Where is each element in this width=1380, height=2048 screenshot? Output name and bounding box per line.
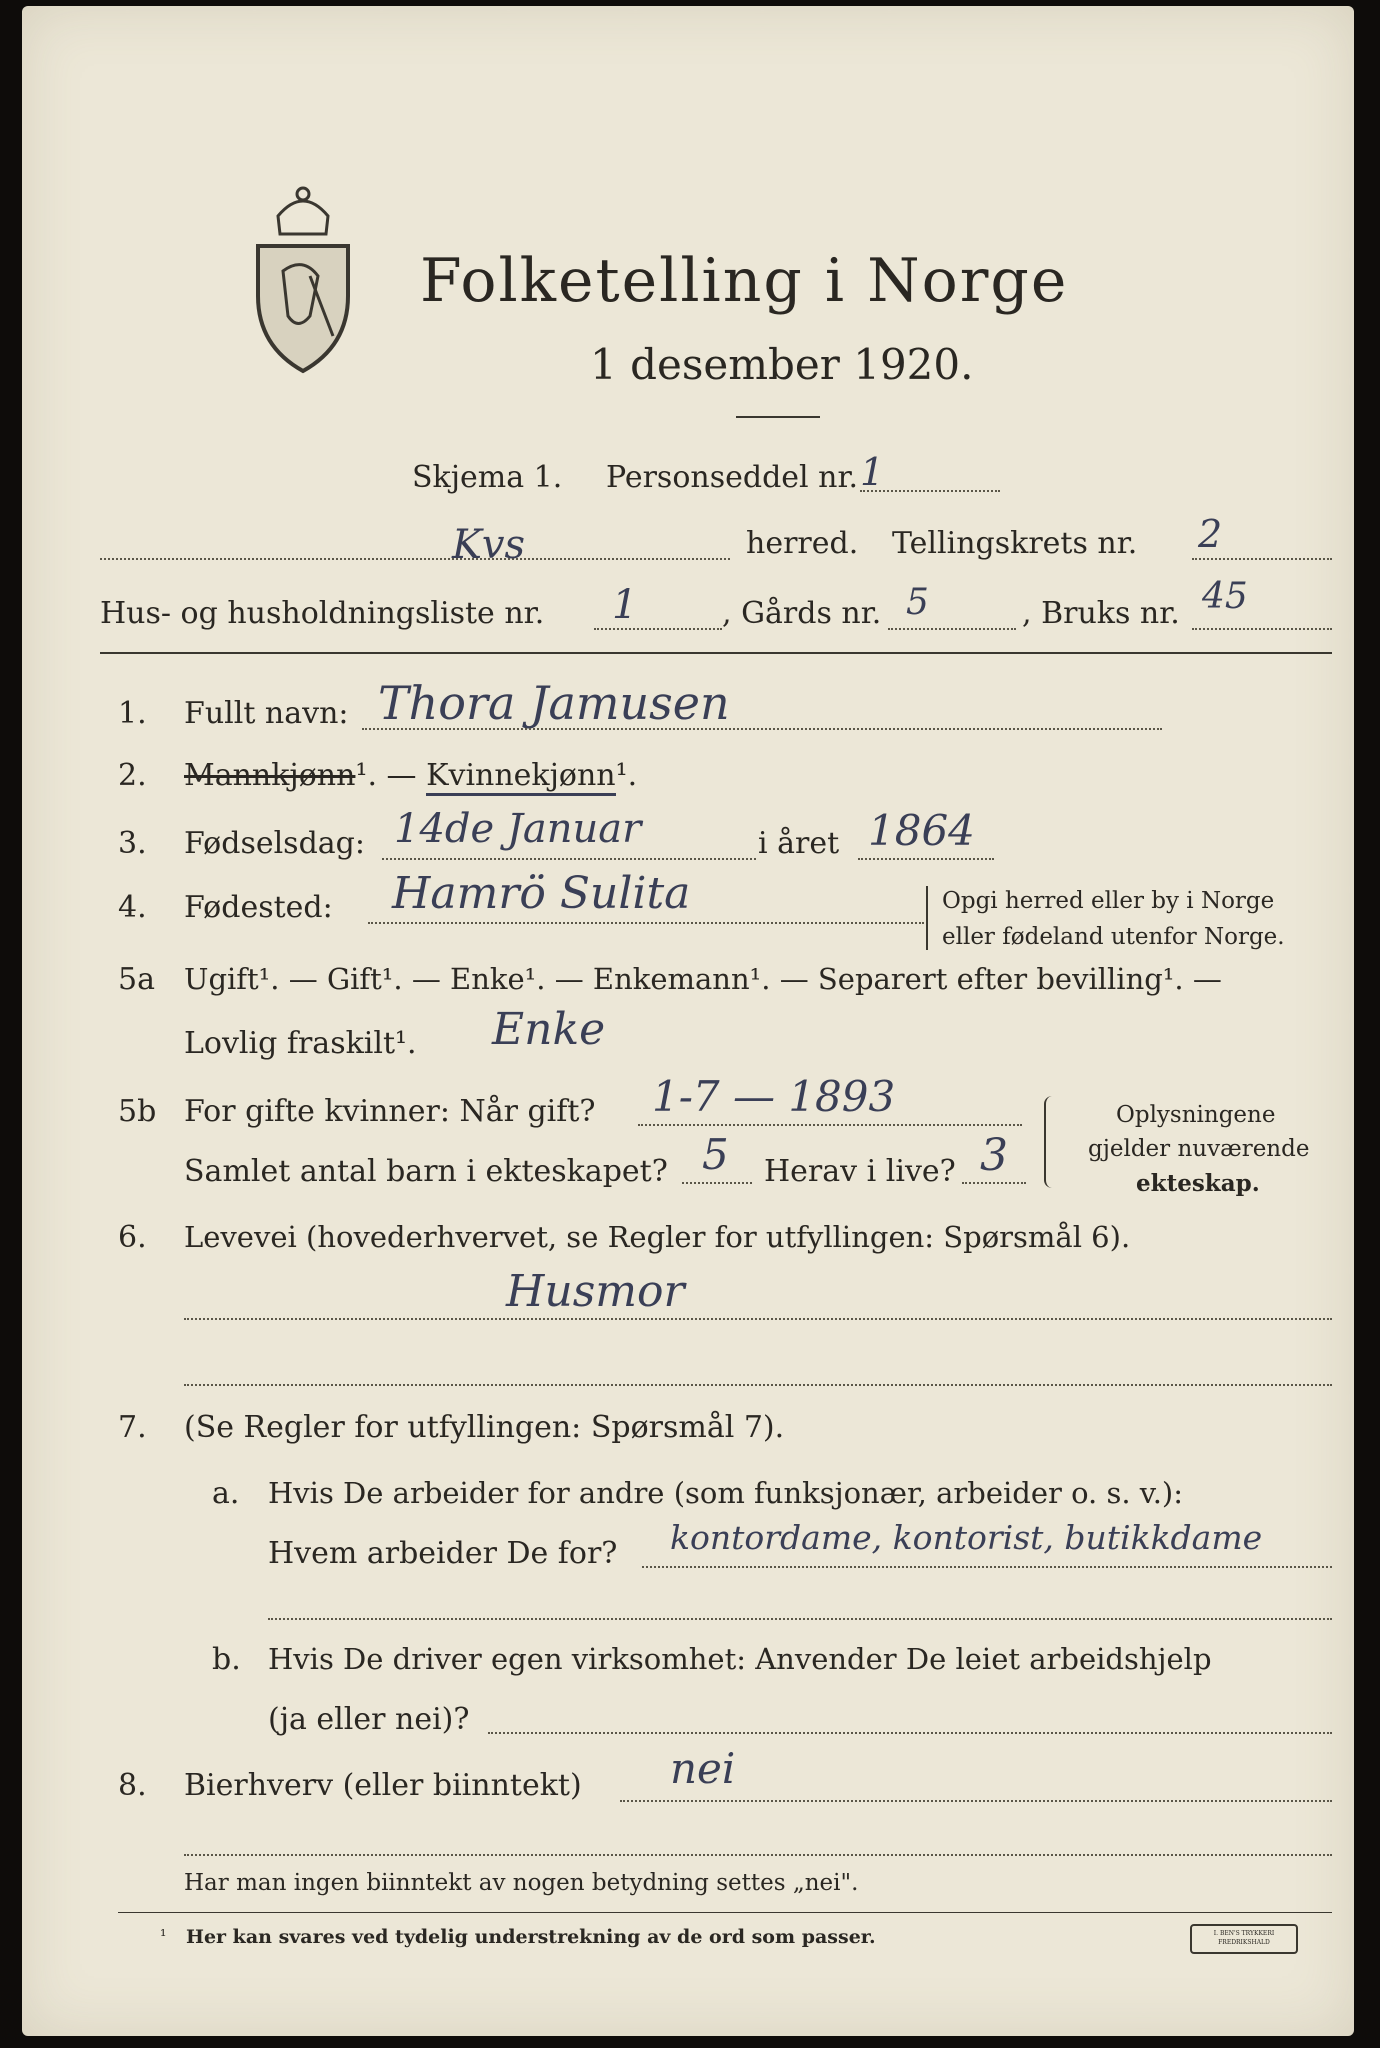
q5b-live-label: Herav i live?: [764, 1154, 956, 1189]
footer-note: Har man ingen biinntekt av nogen betydning settes „nei".: [184, 1870, 859, 1896]
census-form-page: [22, 6, 1354, 2036]
skjema-label: Skjema 1.: [412, 460, 563, 495]
q4-number: 4.: [118, 890, 147, 925]
printer-stamp: I. BEN'S TRYKKERI FREDRIKSHALD: [1190, 1924, 1298, 1954]
q7b-line1: Hvis De driver egen virksomhet: Anvender De leiet arbeidshjelp: [268, 1642, 1212, 1676]
q5a-line2: Lovlig fraskilt¹.: [184, 1026, 417, 1061]
q8-label: Bierhverv (eller biinntekt): [184, 1768, 582, 1803]
q5b-note-2: gjelder nuværende: [1088, 1136, 1310, 1162]
q2-female[interactable]: Kvinnekjønn: [426, 758, 616, 796]
coat-of-arms-icon: [248, 176, 358, 376]
personseddel-value[interactable]: 1: [860, 450, 885, 494]
q5a-value[interactable]: Enke: [492, 1004, 606, 1055]
q3-year-label: i året: [758, 826, 840, 861]
bruks-value[interactable]: 45: [1202, 576, 1248, 617]
footer-rule: [118, 1912, 1332, 1913]
herred-label: herred.: [746, 526, 859, 561]
bruks-label: , Bruks nr.: [1022, 596, 1180, 631]
form-title: Folketelling i Norge: [420, 246, 1069, 316]
personseddel-label: Personseddel nr.: [606, 460, 859, 495]
herred-value[interactable]: Kvs: [452, 522, 526, 568]
q5b-live-value[interactable]: 3: [980, 1130, 1008, 1181]
q5b-value[interactable]: 1-7 — 1893: [652, 1072, 896, 1121]
q8-number: 8.: [118, 1768, 147, 1803]
q4-value[interactable]: Hamrö Sulita: [392, 868, 691, 919]
title-divider: [736, 416, 820, 418]
header-rule: [100, 652, 1332, 654]
q5b-barn-label: Samlet antal barn i ekteskapet?: [184, 1154, 668, 1189]
q8-value[interactable]: nei: [670, 1744, 736, 1793]
q3-number: 3.: [118, 826, 147, 861]
q7-number: 7.: [118, 1410, 147, 1445]
tellingskrets-value[interactable]: 2: [1198, 512, 1223, 556]
q1-value[interactable]: Thora Jamusen: [378, 676, 730, 730]
hus-label: Hus- og husholdningsliste nr.: [100, 596, 545, 631]
q7a-line1: Hvis De arbeider for andre (som funksjonær, arbeider o. s. v.):: [268, 1476, 1184, 1510]
q5b-note-1: Oplysningene: [1116, 1102, 1276, 1128]
form-date: 1 desember 1920.: [590, 340, 974, 389]
q1-number: 1.: [118, 696, 147, 731]
q4-bracket: [926, 886, 936, 950]
gards-label: , Gårds nr.: [722, 596, 882, 631]
q5b-note-3: ekteskap.: [1136, 1170, 1260, 1197]
hus-value[interactable]: 1: [612, 582, 638, 628]
q2-male[interactable]: Mannkjønn: [184, 758, 356, 793]
q5a-options: Ugift¹. — Gift¹. — Enke¹. — Enkemann¹. — Separert efter bevilling¹. —: [184, 962, 1222, 996]
q5b-bracket: [1044, 1096, 1056, 1188]
q6-label: Levevei (hovederhvervet, se Regler for utfyllingen: Spørsmål 6).: [184, 1220, 1131, 1254]
footnote-mark: ¹: [160, 1926, 167, 1945]
q7b-line2: (ja eller nei)?: [268, 1702, 470, 1737]
tellingskrets-label: Tellingskrets nr.: [892, 526, 1138, 561]
q3-label: Fødselsdag:: [184, 826, 365, 861]
q4-label: Fødested:: [184, 890, 333, 925]
q3-value[interactable]: 14de Januar: [394, 806, 642, 852]
q5b-label: For gifte kvinner: Når gift?: [184, 1094, 596, 1129]
q5a-number: 5a: [118, 962, 155, 997]
q7-label: (Se Regler for utfyllingen: Spørsmål 7).: [184, 1410, 785, 1445]
q7a-value[interactable]: kontordame, kontorist, butikkdame: [670, 1518, 1263, 1557]
q3-year-value[interactable]: 1864: [868, 806, 975, 855]
footnote-text: Her kan svares ved tydelig understrekning av de ord som passer.: [186, 1926, 876, 1948]
gards-value[interactable]: 5: [906, 582, 929, 623]
q6-value[interactable]: Husmor: [506, 1266, 685, 1317]
q1-label: Fullt navn:: [184, 696, 349, 731]
q5b-number: 5b: [118, 1094, 157, 1129]
q7a-letter: a.: [212, 1476, 240, 1511]
q4-note-2: eller fødeland utenfor Norge.: [942, 924, 1285, 950]
q2-number: 2.: [118, 758, 147, 793]
q2-options: Mannkjønn¹. — Kvinnekjønn¹.: [184, 758, 637, 793]
q5b-barn-value[interactable]: 5: [702, 1130, 729, 1179]
q4-note-1: Opgi herred eller by i Norge: [942, 888, 1275, 914]
q7a-line2: Hvem arbeider De for?: [268, 1536, 618, 1571]
q7b-letter: b.: [212, 1642, 241, 1677]
q6-number: 6.: [118, 1220, 147, 1255]
